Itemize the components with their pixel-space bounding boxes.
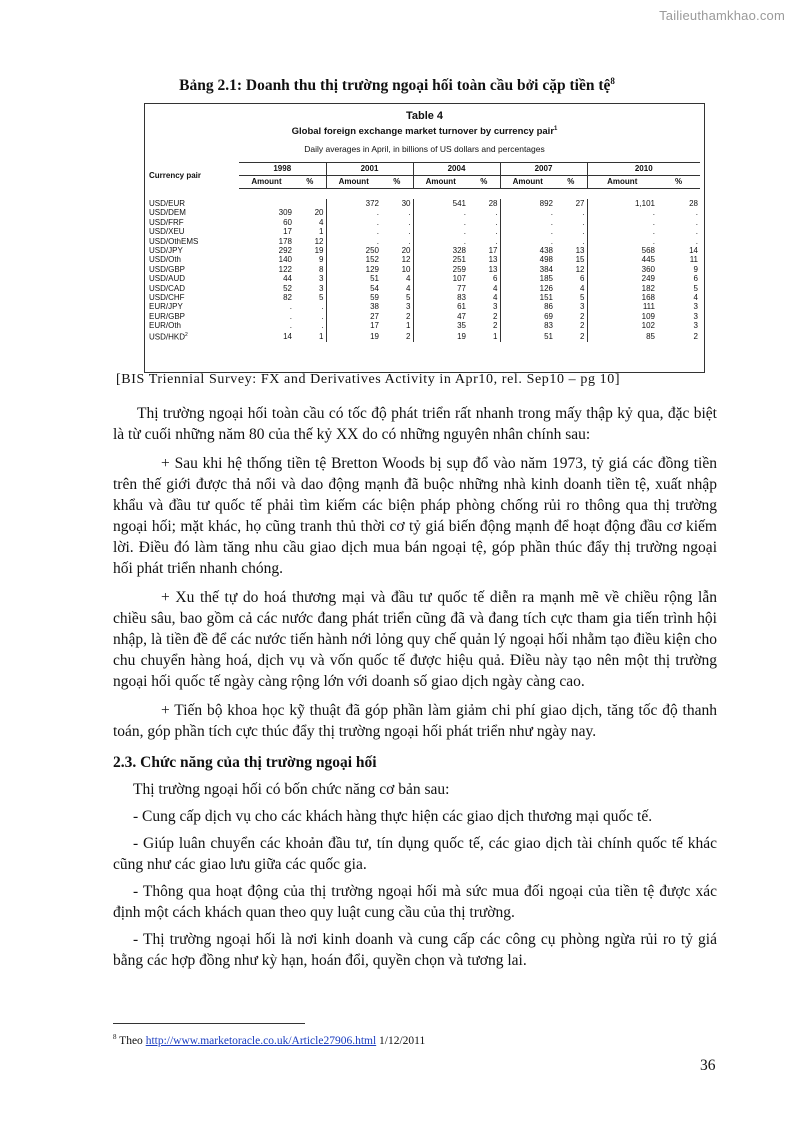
amount-cell: 51 [544,331,553,341]
amount-header: Amount [326,176,381,189]
amount-header: Amount [239,176,294,189]
percent-cell: 2 [693,331,698,341]
currency-pair-cell [147,284,239,293]
footnote-divider [113,1023,305,1024]
percent-cell: 4 [468,293,500,302]
percent-header: % [381,176,413,189]
percent-cell: 5 [693,283,698,293]
amount-cell: 151 [539,293,553,303]
percent-cell: 12 [294,237,326,246]
currency-pair-label: USD/CAD [149,283,186,293]
currency-pair-cell [147,302,239,311]
source-citation: [BIS Triennial Survey: FX and Derivatives Activity in Apr10, rel. Sep10 – pg 10] [116,372,621,387]
amount-cell: . [376,236,379,246]
currency-pair-cell [147,246,239,255]
currency-pair-cell [147,227,239,236]
amount-cell: 19 [457,331,466,341]
currency-pair-label: USD/CHF [149,293,185,303]
bis-table-image [144,103,705,373]
amount-cell: 77 [457,283,466,293]
percent-cell: 5 [294,293,326,302]
table-row [147,312,700,321]
percent-cell: 2 [468,321,500,330]
percent-cell: . [468,237,500,246]
amount-cell: 122 [278,264,292,274]
amount-cell: . [550,236,553,246]
amount-cell: . [463,217,466,227]
amount-cell: . [376,208,379,218]
percent-cell: 10 [381,265,413,274]
amount-header: Amount [500,176,555,189]
year-header: 2010 [587,163,700,176]
function-item: - Giúp luân chuyển các khoản đầu tư, tín dụng quốc tế, các giao dịch tài chính quốc tế khác cũng như các giao lưu giữa các quốc gia. [113,835,717,873]
footnote-ref[interactable]: 8 [610,76,615,86]
percent-cell: 5 [381,293,413,302]
amount-cell: 182 [641,283,655,293]
amount-cell: 82 [283,293,292,303]
percent-cell: 4 [693,293,698,303]
currency-pair-cell [147,312,239,321]
year-header-row [147,163,700,176]
table-row [147,274,700,283]
paragraph: + Sau khi hệ thống tiền tệ Bretton Woods bị sụp đổ vào năm 1973, tỷ giá các đồng tiền trên thế giới được thả nổi và dao động mạnh đã buộc những nhà kinh doanh tiền tệ, xuất nhập khẩu và đầu tư quốc tế phải tìm kiếm các biện pháp phòng chống rủi ro thông qua thị trường ngoại hối; mặt khác, họ cũng tranh thủ thời cơ tỷ giá biến động mạnh để hoạt động đầu cơ kiếm lời. Điều đó làm tăng nhu cầu giao dịch mua bán ngoại tệ, góp phần thúc đẩy thị trường ngoại hối phát triển nhanh chóng. [113,455,717,577]
percent-cell: 4 [294,218,326,227]
amount-cell: . [652,217,655,227]
table-row [147,293,700,302]
amount-cell: 52 [283,283,292,293]
percent-cell: 2 [468,312,500,321]
amount-cell: 19 [370,331,379,341]
amount-cell: 102 [641,321,655,331]
currency-pair-cell [147,218,239,227]
table-row [147,199,700,208]
amount-cell: 69 [544,311,553,321]
percent-cell: . [294,312,326,321]
pair-header: Currency pair [149,170,202,180]
table-subtitle: Daily averages in April, in billions of US dollars and percentages [304,144,545,154]
amount-cell: 126 [539,283,553,293]
percent-cell: . [381,218,413,227]
amount-cell: . [652,236,655,246]
paragraph: + Tiến bộ khoa học kỹ thuật đã góp phần làm giảm chi phí giao dịch, tăng tốc độ thanh toán, góp phần tích cực thúc đẩy thị trường ngoại hối phát triển như ngày nay. [113,702,717,740]
currency-pair-label: USD/XEU [149,227,185,237]
currency-pair-label: USD/AUD [149,274,186,284]
percent-cell: 1 [468,331,500,342]
amount-cell: 541 [452,199,466,208]
amount-cell: 86 [544,302,553,312]
amount-header: Amount [413,176,468,189]
amount-cell: 109 [641,311,655,321]
table-title [145,126,704,137]
amount-cell: 61 [457,302,466,312]
turnover-table [147,162,700,342]
amount-cell: 17 [283,227,292,237]
amount-cell: 1,101 [634,199,655,208]
amount-cell: 168 [641,293,655,303]
amount-cell: 185 [539,274,553,284]
table-row [147,284,700,293]
amount-cell: 44 [283,274,292,284]
percent-cell: 6 [468,274,500,283]
year-header: 2007 [500,163,587,176]
currency-pair-cell [147,237,239,246]
amount-cell: 107 [452,274,466,284]
amount-cell: 328 [452,246,466,256]
percent-cell: 3 [381,302,413,311]
function-item: - Thị trường ngoại hối là nơi kinh doanh và cung cấp các công cụ phòng ngừa rủi ro tỷ giá bằng các hợp đồng như kỳ hạn, hoán đổi, quyền chọn và tương lai. [113,931,717,969]
amount-cell: 85 [646,331,655,341]
percent-cell: 3 [294,274,326,283]
table-row [147,321,700,330]
currency-pair-cell [147,321,239,330]
percent-cell [294,199,326,208]
percent-header: % [657,176,700,189]
percent-cell: 3 [693,321,698,331]
amount-cell: 178 [278,236,292,246]
percent-cell: . [555,208,587,217]
percent-header: % [468,176,500,189]
amount-cell: 251 [452,255,466,265]
amount-cell: 47 [457,311,466,321]
currency-pair-label: USD/GBP [149,264,186,274]
percent-cell: 27 [555,199,587,208]
year-header: 1998 [239,163,326,176]
amount-cell: 60 [283,217,292,227]
amount-cell: . [463,208,466,218]
table-caption [0,76,794,95]
section-heading: 2.3. Chức năng của thị trường ngoại hối [113,754,377,771]
percent-cell: . [695,227,698,237]
percent-cell: 1 [294,227,326,236]
currency-pair-cell [147,265,239,274]
page-number: 36 [700,1057,716,1074]
amount-cell: 438 [539,246,553,256]
percent-cell: 2 [555,312,587,321]
amount-cell: 309 [278,208,292,218]
currency-pair-label: EUR/Oth [149,321,182,331]
percent-header: % [555,176,587,189]
percent-cell: . [555,218,587,227]
percent-cell: 15 [555,255,587,264]
percent-cell: 11 [689,255,698,265]
percent-cell: 3 [555,302,587,311]
amount-cell: 140 [278,255,292,265]
currency-pair-cell [147,199,239,208]
table-row [147,227,700,236]
percent-cell: 17 [468,246,500,255]
percent-cell: . [381,208,413,217]
percent-cell: 19 [294,246,326,255]
footnote-number: 8 [113,1033,117,1041]
percent-cell: 28 [468,199,500,208]
percent-cell: 28 [689,199,698,208]
percent-cell: 4 [555,284,587,293]
table-title-text: Global foreign exchange market turnover by currency pair [291,126,555,138]
table-row [147,331,700,342]
percent-cell: . [555,227,587,236]
percent-cell: . [381,227,413,236]
percent-cell: 3 [468,302,500,311]
amount-cell: 360 [641,264,655,274]
percent-cell: 2 [555,321,587,330]
amount-cell: . [463,227,466,237]
percent-cell: 2 [381,312,413,321]
percent-cell: 20 [381,246,413,255]
percent-cell: 4 [468,284,500,293]
amount-cell: 83 [457,293,466,303]
amount-cell: 38 [370,302,379,312]
currency-pair-label: USD/JPY [149,246,183,256]
table-row [147,255,700,264]
functions-intro: Thị trường ngoại hối có bốn chức năng cơ bản sau: [133,781,450,798]
percent-cell: 3 [693,302,698,312]
amount-cell: 35 [457,321,466,331]
currency-pair-label: USD/EUR [149,199,186,208]
percent-cell: . [294,302,326,311]
footnote-link[interactable]: http://www.marketoracle.co.uk/Article27906.html [145,1034,377,1047]
currency-pair-label: USD/OthEMS [149,236,199,246]
amount-cell: 17 [370,321,379,331]
amount-cell: 27 [370,311,379,321]
amount-cell: 83 [544,321,553,331]
percent-cell: . [468,227,500,236]
amount-cell: . [652,227,655,237]
table-caption-text: Bảng 2.1: Doanh thu thị trường ngoại hối toàn cầu bởi cặp tiền tệ [179,77,611,95]
percent-cell: 13 [555,246,587,255]
year-header: 2004 [413,163,500,176]
currency-pair-cell [147,208,239,217]
percent-cell: 1 [294,331,326,342]
function-item: - Thông qua hoạt động của thị trường ngoại hối mà sức mua đối ngoại của tiền tệ được xác định một cách khách quan theo quy luật cung cầu của thị trường. [113,883,717,921]
percent-cell: 20 [294,208,326,217]
percent-cell: 6 [555,274,587,283]
amount-cell: 498 [539,255,553,265]
amount-cell: . [550,208,553,218]
currency-pair-cell [147,293,239,302]
percent-cell: 14 [689,246,698,256]
amount-cell: . [289,321,292,331]
percent-header: % [294,176,326,189]
amount-cell: 445 [641,255,655,265]
percent-cell: 12 [381,255,413,264]
watermark: Tailieuthamkhao.com [659,8,785,23]
currency-pair-label: EUR/JPY [149,302,183,312]
percent-cell: 3 [693,311,698,321]
amount-cell: . [463,236,466,246]
function-item: - Cung cấp dịch vụ cho các khách hàng thực hiện các giao dịch thương mại quốc tế. [133,808,653,825]
percent-cell: . [468,218,500,227]
percent-cell: 5 [555,293,587,302]
currency-pair-label: USD/DEM [149,208,186,218]
percent-cell: 13 [468,265,500,274]
amount-cell: 250 [365,246,379,256]
table-label: Table 4 [405,110,444,122]
currency-pair-cell [147,255,239,264]
percent-cell: 13 [468,255,500,264]
amount-cell: 892 [539,199,553,208]
amount-cell: 259 [452,264,466,274]
percent-cell: 4 [381,274,413,283]
amount-cell: 54 [370,283,379,293]
spacer-cell [147,189,700,200]
table-row [147,302,700,311]
percent-cell: 12 [555,265,587,274]
amount-cell: . [289,302,292,312]
amount-header: Amount [587,176,657,189]
percent-cell: 4 [381,284,413,293]
year-header: 2001 [326,163,413,176]
amount-cell: 14 [283,331,292,341]
amount-cell: 384 [539,264,553,274]
amount-cell: 111 [642,302,655,312]
percent-cell: 9 [294,255,326,264]
percent-cell: 2 [381,331,413,342]
amount-cell [239,199,294,208]
percent-cell: . [695,208,698,218]
percent-cell: . [468,208,500,217]
amount-cell: 129 [365,264,379,274]
spacer-row [147,189,700,200]
percent-cell: 6 [693,274,698,284]
amount-cell: 51 [370,274,379,284]
amount-cell: . [550,227,553,237]
amount-cell: 568 [641,246,655,256]
table-row [147,218,700,227]
amount-cell: 152 [365,255,379,265]
amount-cell: . [376,217,379,227]
currency-pair-cell [147,274,239,283]
paragraph: Thị trường ngoại hối toàn cầu có tốc độ phát triển rất nhanh trong mấy thập kỷ qua, đặc biệt là từ cuối những năm 80 của thế kỷ XX do có những nguyên nhân chính sau: [113,405,717,443]
percent-cell: 2 [555,331,587,342]
percent-cell: . [294,321,326,330]
table-row [147,237,700,246]
percent-cell: 30 [381,199,413,208]
currency-pair-sup: 2 [185,331,188,338]
table-body [147,189,700,342]
table-row [147,246,700,255]
percent-cell: . [555,237,587,246]
table-title-sup: 1 [554,126,558,132]
table-row [147,208,700,217]
amount-cell: . [652,208,655,218]
percent-cell: 9 [693,264,698,274]
footnote [113,1033,425,1047]
currency-pair-label: USD/FRF [149,217,184,227]
currency-pair-label: EUR/GBP [149,311,186,321]
percent-cell: . [695,217,698,227]
currency-pair-label: USD/HKD [149,332,186,342]
percent-cell: . [381,237,413,246]
intro-section [113,403,717,971]
amount-cell: 292 [278,246,292,256]
amount-cell: 59 [370,293,379,303]
percent-cell: . [695,236,698,246]
amount-cell: 249 [641,274,655,284]
amount-cell: . [550,217,553,227]
amount-cell: . [376,227,379,237]
footnote-date: 1/12/2011 [379,1034,426,1047]
amount-cell: . [289,311,292,321]
currency-pair-cell [147,331,239,342]
percent-cell: 3 [294,284,326,293]
table-row [147,265,700,274]
percent-cell: 8 [294,265,326,274]
amount-cell: 372 [365,199,379,208]
currency-pair-label: USD/Oth [149,255,182,265]
percent-cell: 1 [381,321,413,330]
footnote-prefix: Theo [119,1034,143,1047]
paragraph: + Xu thế tự do hoá thương mại và đầu tư quốc tế diễn ra mạnh mẽ về chiều rộng lẫn chiều sâu, bao gồm cả các nước đang phát triển cũng đã và đang tích cực tham gia tiến trình hội nhập, là tiền đề để các nước tiến hành nới lỏng quy chế quản lý ngoại hối nhằm tạo điều kiện cho chu chuyển hàng hoá, dịch vụ và vốn quốc tế được hiệu quả. Điều này tạo nên một thị trường ngoại hối quốc tế ngày càng rộng lớn với doanh số giao dịch ngày càng cao. [113,589,717,690]
